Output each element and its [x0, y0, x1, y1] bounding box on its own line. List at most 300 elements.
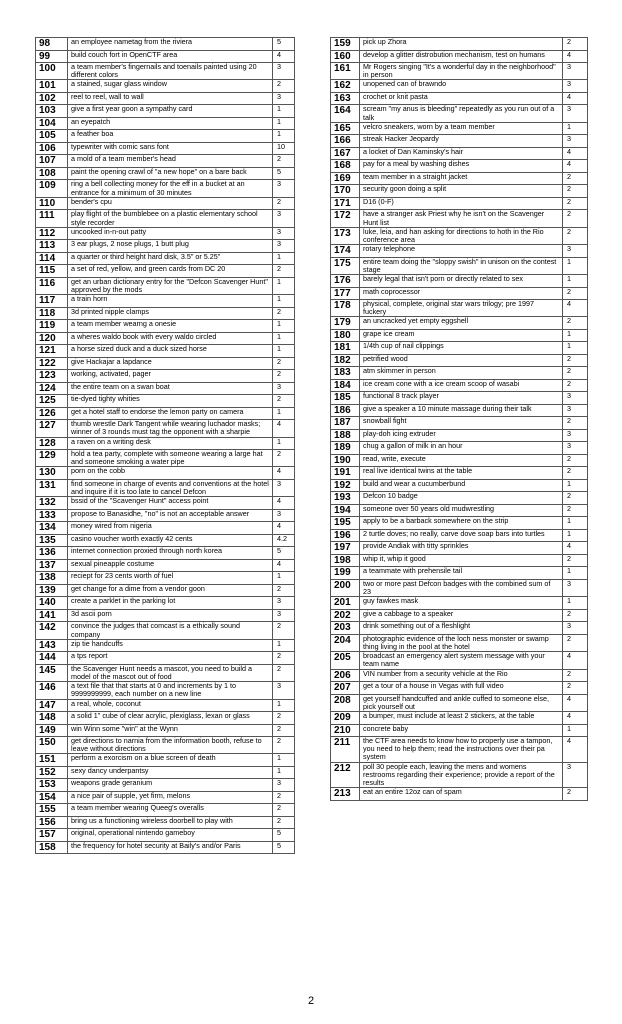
- item-points: 1: [563, 275, 588, 288]
- item-row: [36, 357, 295, 370]
- item-row: [331, 287, 588, 300]
- item-number: 155: [36, 804, 68, 817]
- item-points: 1: [273, 252, 295, 265]
- item-number: 139: [36, 584, 68, 597]
- item-row: [36, 816, 295, 829]
- item-description: 2 turtle doves; no really, carve dove soap bars into turtles: [360, 529, 563, 542]
- item-points: 4: [563, 92, 588, 105]
- item-description: weapons grade geranium: [68, 779, 273, 792]
- item-number: 173: [331, 227, 360, 244]
- item-description: atm skimmer in person: [360, 367, 563, 380]
- item-row: [331, 694, 588, 711]
- item-description: D16 (0-F): [360, 197, 563, 210]
- item-row: [36, 712, 295, 725]
- item-description: entire team doing the "sloppy swish" in unison on the contest stage: [360, 257, 563, 274]
- item-description: hold a tea party, complete with someone wearing a large hat and someone smoking a water pipe: [68, 450, 273, 467]
- right-item-table: [330, 37, 588, 801]
- item-row: [331, 429, 588, 442]
- item-number: 172: [331, 210, 360, 227]
- item-row: [331, 788, 588, 801]
- item-description: bssid of the "Scavenger Hunt" access point: [68, 497, 273, 510]
- item-row: [36, 370, 295, 383]
- item-description: a team member wearing Queeg's overalls: [68, 804, 273, 817]
- item-points: 4: [563, 50, 588, 63]
- item-points: 4: [563, 712, 588, 725]
- item-description: build and wear a cucumberbund: [360, 479, 563, 492]
- item-row: [36, 167, 295, 180]
- item-points: 2: [563, 227, 588, 244]
- item-number: 150: [36, 737, 68, 754]
- item-description: a train horn: [68, 295, 273, 308]
- item-number: 168: [331, 160, 360, 173]
- item-points: 1: [273, 320, 295, 333]
- item-points: 2: [563, 317, 588, 330]
- item-row: [36, 609, 295, 622]
- item-number: 181: [331, 342, 360, 355]
- item-row: [331, 467, 588, 480]
- item-description: a locket of Dan Kaminsky's hair: [360, 147, 563, 160]
- item-number: 147: [36, 699, 68, 712]
- item-points: 4: [563, 147, 588, 160]
- item-description: read, write, execute: [360, 454, 563, 467]
- item-row: [331, 609, 588, 622]
- item-row: [331, 529, 588, 542]
- item-row: [36, 572, 295, 585]
- item-number: 127: [36, 420, 68, 437]
- item-points: 2: [563, 367, 588, 380]
- item-points: 3: [563, 135, 588, 148]
- item-row: [331, 300, 588, 317]
- item-description: a teammate with prehensile tail: [360, 567, 563, 580]
- item-points: 2: [563, 609, 588, 622]
- left-item-list: [36, 38, 295, 854]
- item-number: 159: [331, 38, 360, 51]
- item-number: 174: [331, 245, 360, 258]
- item-row: [331, 517, 588, 530]
- item-description: snowball fight: [360, 417, 563, 430]
- item-points: 4: [563, 652, 588, 669]
- item-points: 2: [273, 816, 295, 829]
- item-description: scream "my anus is bleeding" repeatedly as you run out of a talk: [360, 105, 563, 122]
- item-number: 121: [36, 345, 68, 358]
- item-description: the CTF area needs to know how to properly use a tampon, you need to help them; read the instructions over their pa system: [360, 737, 563, 763]
- item-row: [36, 420, 295, 437]
- item-description: apply to be a barback somewhere on the strip: [360, 517, 563, 530]
- item-description: barely legal that isn't porn or directly related to sex: [360, 275, 563, 288]
- item-row: [36, 584, 295, 597]
- item-points: 2: [563, 379, 588, 392]
- item-description: pick up Zhora: [360, 38, 563, 51]
- item-points: 4: [563, 694, 588, 711]
- item-points: 1: [273, 754, 295, 767]
- item-row: [331, 38, 588, 51]
- item-row: [36, 265, 295, 278]
- item-points: 1: [273, 572, 295, 585]
- item-number: 135: [36, 534, 68, 547]
- item-points: 2: [273, 737, 295, 754]
- item-row: [331, 172, 588, 185]
- item-description: an eyepatch: [68, 117, 273, 130]
- left-item-table: [35, 37, 295, 854]
- item-points: 2: [273, 80, 295, 93]
- item-number: 203: [331, 622, 360, 635]
- item-row: [36, 597, 295, 610]
- item-number: 99: [36, 50, 68, 63]
- item-number: 210: [331, 724, 360, 737]
- item-row: [331, 682, 588, 695]
- item-number: 140: [36, 597, 68, 610]
- page-number: 2: [307, 995, 315, 1007]
- item-number: 115: [36, 265, 68, 278]
- item-points: 1: [563, 329, 588, 342]
- item-points: 2: [273, 712, 295, 725]
- item-points: 4: [273, 50, 295, 63]
- item-description: crochet or knit pasta: [360, 92, 563, 105]
- item-number: 180: [331, 329, 360, 342]
- item-number: 208: [331, 694, 360, 711]
- item-row: [331, 367, 588, 380]
- item-number: 206: [331, 669, 360, 682]
- item-number: 108: [36, 167, 68, 180]
- item-points: 3: [563, 762, 588, 788]
- item-points: 3: [563, 404, 588, 417]
- item-number: 171: [331, 197, 360, 210]
- item-points: 4: [563, 300, 588, 317]
- item-row: [36, 497, 295, 510]
- item-row: [36, 240, 295, 253]
- item-number: 149: [36, 724, 68, 737]
- item-description: typewriter with comic sans font: [68, 142, 273, 155]
- item-row: [36, 682, 295, 699]
- item-row: [36, 142, 295, 155]
- item-row: [36, 559, 295, 572]
- item-description: a nice pair of supple, yet firm, melons: [68, 791, 273, 804]
- item-number: 179: [331, 317, 360, 330]
- item-description: someone over 50 years old mudwrestling: [360, 504, 563, 517]
- item-number: 158: [36, 841, 68, 854]
- item-description: the entire team on a swan boat: [68, 382, 273, 395]
- item-description: a real, whole, coconut: [68, 699, 273, 712]
- item-description: original, operational nintendo gameboy: [68, 829, 273, 842]
- item-row: [331, 210, 588, 227]
- item-number: 148: [36, 712, 68, 725]
- item-points: 2: [273, 652, 295, 665]
- item-number: 182: [331, 354, 360, 367]
- item-row: [36, 277, 295, 294]
- item-number: 191: [331, 467, 360, 480]
- item-row: [331, 504, 588, 517]
- item-number: 118: [36, 307, 68, 320]
- item-number: 194: [331, 504, 360, 517]
- item-points: 3: [273, 479, 295, 496]
- item-description: pay for a meal by washing dishes: [360, 160, 563, 173]
- item-row: [36, 664, 295, 681]
- item-row: [331, 227, 588, 244]
- item-row: [331, 712, 588, 725]
- item-row: [36, 295, 295, 308]
- item-number: 207: [331, 682, 360, 695]
- item-row: [36, 652, 295, 665]
- item-description: math coprocessor: [360, 287, 563, 300]
- item-row: [331, 392, 588, 405]
- item-description: an employee nametag from the riviera: [68, 38, 273, 51]
- item-description: 3d printed nipple clamps: [68, 307, 273, 320]
- item-points: 2: [273, 370, 295, 383]
- item-points: 1: [273, 130, 295, 143]
- item-number: 185: [331, 392, 360, 405]
- item-points: 2: [563, 467, 588, 480]
- item-row: [36, 479, 295, 496]
- item-number: 166: [331, 135, 360, 148]
- item-points: 2: [563, 417, 588, 430]
- item-points: 1: [273, 699, 295, 712]
- item-row: [36, 737, 295, 754]
- item-points: 2: [273, 804, 295, 817]
- item-row: [36, 63, 295, 80]
- item-row: [36, 639, 295, 652]
- item-points: 2: [273, 664, 295, 681]
- item-row: [36, 622, 295, 639]
- item-row: [36, 345, 295, 358]
- item-number: 183: [331, 367, 360, 380]
- item-number: 110: [36, 197, 68, 210]
- item-points: 3: [273, 227, 295, 240]
- item-points: 3: [563, 80, 588, 93]
- item-points: 3: [273, 63, 295, 80]
- item-description: have a stranger ask Priest why he isn't on the Scavenger Hunt list: [360, 210, 563, 227]
- item-points: 3: [563, 622, 588, 635]
- item-number: 157: [36, 829, 68, 842]
- item-row: [331, 454, 588, 467]
- item-points: 1: [273, 105, 295, 118]
- item-number: 162: [331, 80, 360, 93]
- item-row: [331, 724, 588, 737]
- item-row: [331, 442, 588, 455]
- item-row: [331, 329, 588, 342]
- item-row: [331, 579, 588, 596]
- item-points: 2: [563, 210, 588, 227]
- item-row: [36, 791, 295, 804]
- item-number: 212: [331, 762, 360, 788]
- item-number: 131: [36, 479, 68, 496]
- item-row: [331, 105, 588, 122]
- item-number: 202: [331, 609, 360, 622]
- item-number: 167: [331, 147, 360, 160]
- item-number: 198: [331, 554, 360, 567]
- item-points: 1: [273, 345, 295, 358]
- item-description: bender's cpu: [68, 197, 273, 210]
- item-description: 3d ascii porn: [68, 609, 273, 622]
- item-points: 1: [563, 122, 588, 135]
- item-number: 136: [36, 547, 68, 560]
- item-points: 3: [273, 779, 295, 792]
- item-description: an uncracked yet empty eggshell: [360, 317, 563, 330]
- item-description: a tps report: [68, 652, 273, 665]
- item-number: 109: [36, 180, 68, 197]
- item-row: [331, 669, 588, 682]
- item-points: 2: [563, 197, 588, 210]
- item-row: [331, 135, 588, 148]
- item-points: 1: [563, 257, 588, 274]
- item-number: 144: [36, 652, 68, 665]
- item-row: [36, 779, 295, 792]
- item-points: 2: [273, 155, 295, 168]
- item-description: photographic evidence of the loch ness monster or swamp thing living in the pool at the hotel: [360, 634, 563, 651]
- item-description: a quarter or third height hard disk, 3.5" or 5.25": [68, 252, 273, 265]
- item-points: 3: [563, 63, 588, 80]
- item-number: 98: [36, 38, 68, 51]
- item-row: [331, 652, 588, 669]
- item-points: 2: [563, 185, 588, 198]
- item-points: 3: [273, 240, 295, 253]
- item-points: 1: [273, 332, 295, 345]
- item-row: [36, 130, 295, 143]
- item-row: [36, 804, 295, 817]
- item-points: 2: [563, 454, 588, 467]
- item-row: [331, 379, 588, 392]
- item-points: 5: [273, 547, 295, 560]
- item-number: 156: [36, 816, 68, 829]
- item-points: 3: [563, 442, 588, 455]
- item-description: get yourself handcuffed and ankle cuffed to someone else, pick yourself out: [360, 694, 563, 711]
- item-description: convince the judges that comcast is a ethically sound company: [68, 622, 273, 639]
- item-points: 1: [563, 479, 588, 492]
- item-description: a bumper, must include at least 2 stickers, at the table: [360, 712, 563, 725]
- right-item-list: [331, 38, 588, 801]
- item-number: 204: [331, 634, 360, 651]
- item-points: 1: [563, 597, 588, 610]
- item-points: 2: [273, 584, 295, 597]
- item-row: [36, 117, 295, 130]
- item-number: 213: [331, 788, 360, 801]
- item-description: play-doh icing extruder: [360, 429, 563, 442]
- item-number: 205: [331, 652, 360, 669]
- item-points: 1: [273, 407, 295, 420]
- item-number: 106: [36, 142, 68, 155]
- item-row: [331, 92, 588, 105]
- item-number: 160: [331, 50, 360, 63]
- item-description: VIN number from a security vehicle at the Rio: [360, 669, 563, 682]
- item-number: 134: [36, 522, 68, 535]
- item-number: 175: [331, 257, 360, 274]
- item-row: [36, 766, 295, 779]
- item-points: 2: [273, 724, 295, 737]
- item-description: uncooked in-n-out patty: [68, 227, 273, 240]
- item-number: 116: [36, 277, 68, 294]
- item-points: 3: [273, 210, 295, 227]
- item-number: 195: [331, 517, 360, 530]
- item-row: [331, 554, 588, 567]
- item-description: luke, leia, and han asking for directions to hoth in the Rio conference area: [360, 227, 563, 244]
- item-description: unopened can of brawndo: [360, 80, 563, 93]
- item-number: 137: [36, 559, 68, 572]
- item-number: 114: [36, 252, 68, 265]
- item-description: a text file that that starts at 0 and increments by 1 to 9999999999, each number on a new line: [68, 682, 273, 699]
- item-row: [331, 597, 588, 610]
- item-number: 197: [331, 542, 360, 555]
- item-description: drink something out of a fleshlight: [360, 622, 563, 635]
- item-points: 1: [563, 517, 588, 530]
- item-row: [36, 320, 295, 333]
- item-number: 151: [36, 754, 68, 767]
- item-number: 105: [36, 130, 68, 143]
- item-description: play flight of the bumblebee on a plastic elementary school style recorder: [68, 210, 273, 227]
- item-description: functional 8 track player: [360, 392, 563, 405]
- item-number: 117: [36, 295, 68, 308]
- item-points: 3: [563, 245, 588, 258]
- item-number: 145: [36, 664, 68, 681]
- item-points: 2: [273, 450, 295, 467]
- item-description: grape ice cream: [360, 329, 563, 342]
- item-points: 1: [273, 277, 295, 294]
- item-row: [331, 147, 588, 160]
- item-number: 187: [331, 417, 360, 430]
- item-row: [331, 492, 588, 505]
- item-points: 3: [273, 509, 295, 522]
- item-number: 101: [36, 80, 68, 93]
- item-description: the frequency for hotel security at Baily's and/or Paris: [68, 841, 273, 854]
- item-description: win Winn some "win" at the Wynn: [68, 724, 273, 737]
- item-points: 2: [563, 554, 588, 567]
- item-points: 4: [273, 497, 295, 510]
- item-points: 1: [563, 567, 588, 580]
- item-number: 100: [36, 63, 68, 80]
- item-row: [36, 395, 295, 408]
- item-description: develop a glitter distrobution mechanism, test on humans: [360, 50, 563, 63]
- item-description: ring a bell collecting money for the eff in a bucket at an entrance for a minimum of 30 minutes: [68, 180, 273, 197]
- item-number: 124: [36, 382, 68, 395]
- item-points: 2: [273, 307, 295, 320]
- item-description: a stained, sugar glass window: [68, 80, 273, 93]
- item-row: [331, 737, 588, 763]
- item-points: 2: [273, 395, 295, 408]
- item-row: [331, 542, 588, 555]
- item-points: 10: [273, 142, 295, 155]
- item-number: 107: [36, 155, 68, 168]
- item-row: [331, 275, 588, 288]
- item-number: 152: [36, 766, 68, 779]
- item-row: [36, 92, 295, 105]
- item-description: guy fawkes mask: [360, 597, 563, 610]
- item-number: 112: [36, 227, 68, 240]
- item-row: [36, 197, 295, 210]
- item-row: [36, 155, 295, 168]
- item-points: 2: [563, 788, 588, 801]
- item-number: 120: [36, 332, 68, 345]
- item-description: a solid 1" cube of clear acrylic, plexiglass, lexan or glass: [68, 712, 273, 725]
- item-description: a wheres waldo book with every waldo circled: [68, 332, 273, 345]
- item-number: 163: [331, 92, 360, 105]
- item-number: 196: [331, 529, 360, 542]
- item-number: 154: [36, 791, 68, 804]
- item-description: working, activated, pager: [68, 370, 273, 383]
- item-row: [331, 197, 588, 210]
- item-description: whip it, whip it good: [360, 554, 563, 567]
- item-number: 123: [36, 370, 68, 383]
- item-number: 177: [331, 287, 360, 300]
- item-points: 2: [563, 682, 588, 695]
- item-row: [36, 307, 295, 320]
- item-row: [331, 634, 588, 651]
- item-description: tie-dyed tighty whities: [68, 395, 273, 408]
- item-number: 176: [331, 275, 360, 288]
- item-description: zip tie handcuffs: [68, 639, 273, 652]
- item-description: give Hackajar a lapdance: [68, 357, 273, 370]
- item-number: 169: [331, 172, 360, 185]
- item-points: 3: [563, 429, 588, 442]
- item-description: get a tour of a house in Vegas with full video: [360, 682, 563, 695]
- item-row: [36, 407, 295, 420]
